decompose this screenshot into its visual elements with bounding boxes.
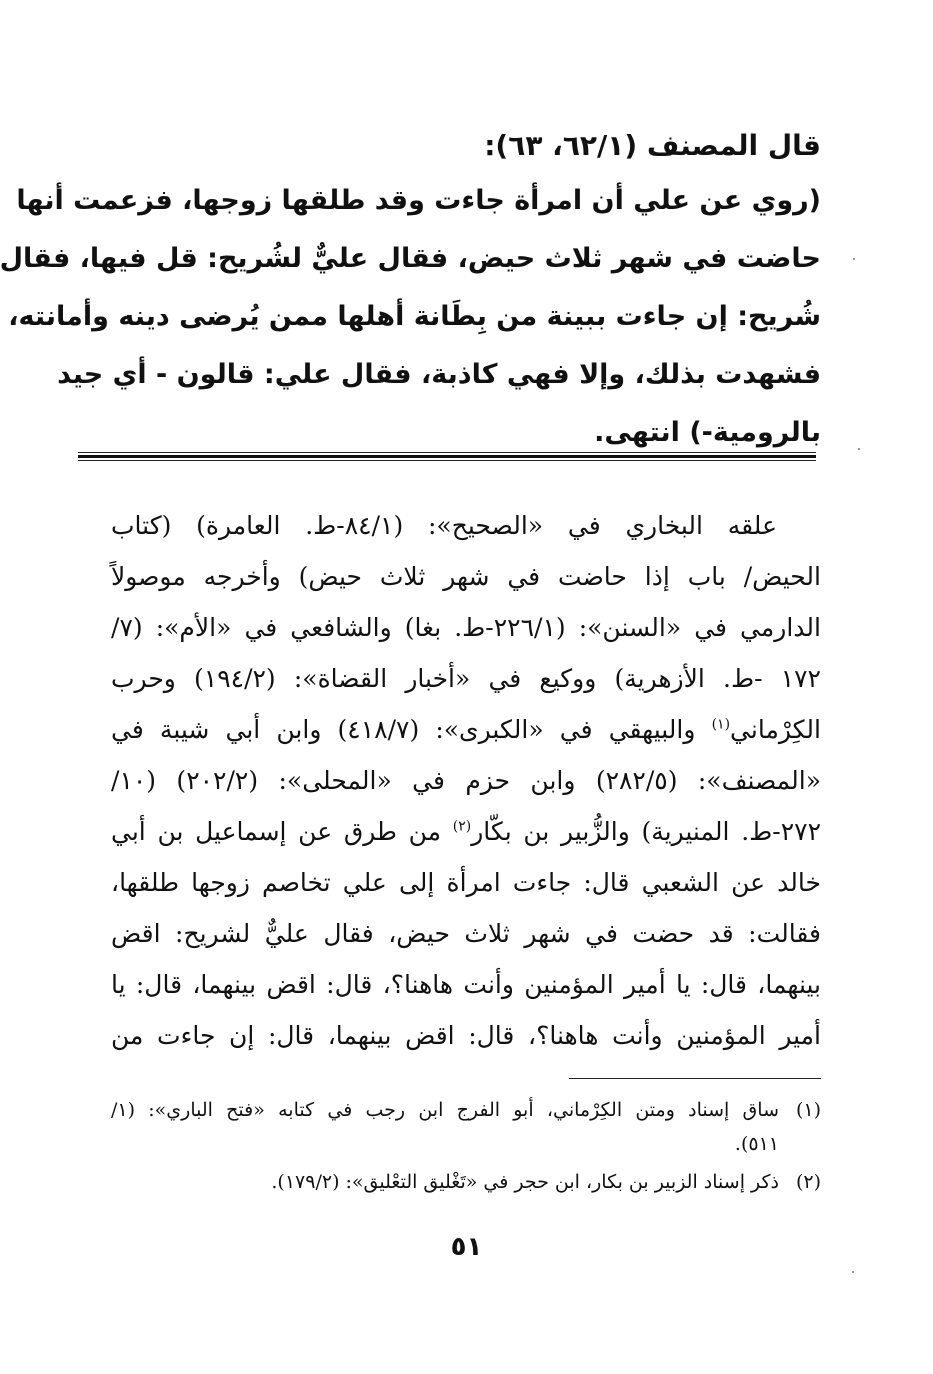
body-line: «المصنف»: (٢٨٢/٥) وابن حزم في «المحلى»: (٢٠٢/٢) (١٠/ bbox=[111, 766, 821, 795]
body-line: علقه البخاري في «الصحيح»: (٨٤/١-ط. العامرة) (كتاب bbox=[111, 511, 777, 540]
quote-line: فشهدت بذلك، وإلا فهي كاذبة، فقال علي: قالون - أي جيد bbox=[57, 359, 821, 390]
footnote-1 bbox=[111, 1093, 821, 1161]
body-line: أمير المؤمنين وأنت هاهنا؟، قال: اقض بينهما، قال: إن جاءت من bbox=[111, 1021, 821, 1050]
footnote-text bbox=[111, 1165, 779, 1199]
footnote-line: ٥١١). bbox=[734, 1133, 779, 1155]
body-line: الدارمي في «السنن»: (٢٢٦/١-ط. بغا) والشافعي في «الأم»: (٧/ bbox=[111, 613, 821, 642]
section-divider bbox=[78, 452, 816, 461]
body-line bbox=[111, 806, 821, 857]
quote-line: حاضت في شهر ثلاث حيض، فقال عليٌّ لشُريح: قل فيها، فقال bbox=[0, 243, 821, 274]
author-quote-section bbox=[0, 126, 821, 462]
body-line: الحيض/ باب إذا حاضت في شهر ثلاث حيض) وأخرجه موصولاً bbox=[111, 562, 821, 591]
footnotes bbox=[111, 1093, 821, 1203]
body-text: الكِرْماني bbox=[730, 715, 821, 744]
scan-speck bbox=[852, 1271, 854, 1273]
body-line: خالد عن الشعبي قال: جاءت امرأة إلى علي تخاصم زوجها طلقها، bbox=[111, 868, 821, 897]
quote-line: شُريح: إن جاءت ببينة من بِطَانة أهلها ممن يُرضى دينه وأمانته، bbox=[8, 301, 821, 332]
footnote-2 bbox=[111, 1165, 821, 1199]
body-text: والبيهقي في «الكبرى»: (٤١٨/٧) وابن أبي شيبة في bbox=[111, 715, 712, 744]
scan-speck bbox=[858, 448, 860, 450]
footnote-ref-1: (١) bbox=[711, 716, 731, 733]
quote-line: بالرومية-) انتهى. bbox=[594, 417, 821, 448]
quote-heading: قال المصنف (٦٢/١، ٦٣): bbox=[484, 129, 821, 162]
body-text: من طرق عن إسماعيل بن أبي bbox=[111, 817, 453, 846]
commentary-text bbox=[111, 500, 821, 1061]
footnote-line: ساق إسناد ومتن الكِرْماني، أبو الفرج ابن رجب في كتابه «فتح الباري»: (١/ bbox=[111, 1099, 779, 1121]
body-text: ٢٧٢-ط. المنيرية) والزُّبير بن بكّار bbox=[471, 817, 822, 846]
body-line: ١٧٢ -ط. الأزهرية) ووكيع في «أخبار القضاة»: (١٩٤/٢) وحرب bbox=[111, 664, 821, 693]
footnote-number: (١) bbox=[795, 1099, 821, 1121]
body-line: بينهما، قال: يا أمير المؤمنين وأنت هاهنا؟، قال: اقض بينهما، قال: يا bbox=[111, 970, 821, 999]
body-line bbox=[111, 704, 821, 755]
scan-speck bbox=[853, 258, 855, 260]
body-line: فقالت: قد حضت في شهر ثلاث حيض، فقال عليٌّ لشريح: اقض bbox=[111, 919, 821, 948]
footnote-ref-2: (٢) bbox=[452, 818, 472, 835]
footnote-number: (٢) bbox=[795, 1171, 821, 1193]
footnote-line: ذكر إسناد الزبير بن بكار، ابن حجر في «تَغْليق التعْليق»: (١٧٩/٢). bbox=[271, 1171, 779, 1193]
footnote-text bbox=[111, 1093, 779, 1161]
footnote-separator bbox=[569, 1078, 821, 1079]
page-number: ٥١ bbox=[450, 1232, 483, 1262]
quote-line: (روي عن علي أن امرأة جاءت وقد طلقها زوجها، فزعمت أنها bbox=[16, 185, 821, 216]
